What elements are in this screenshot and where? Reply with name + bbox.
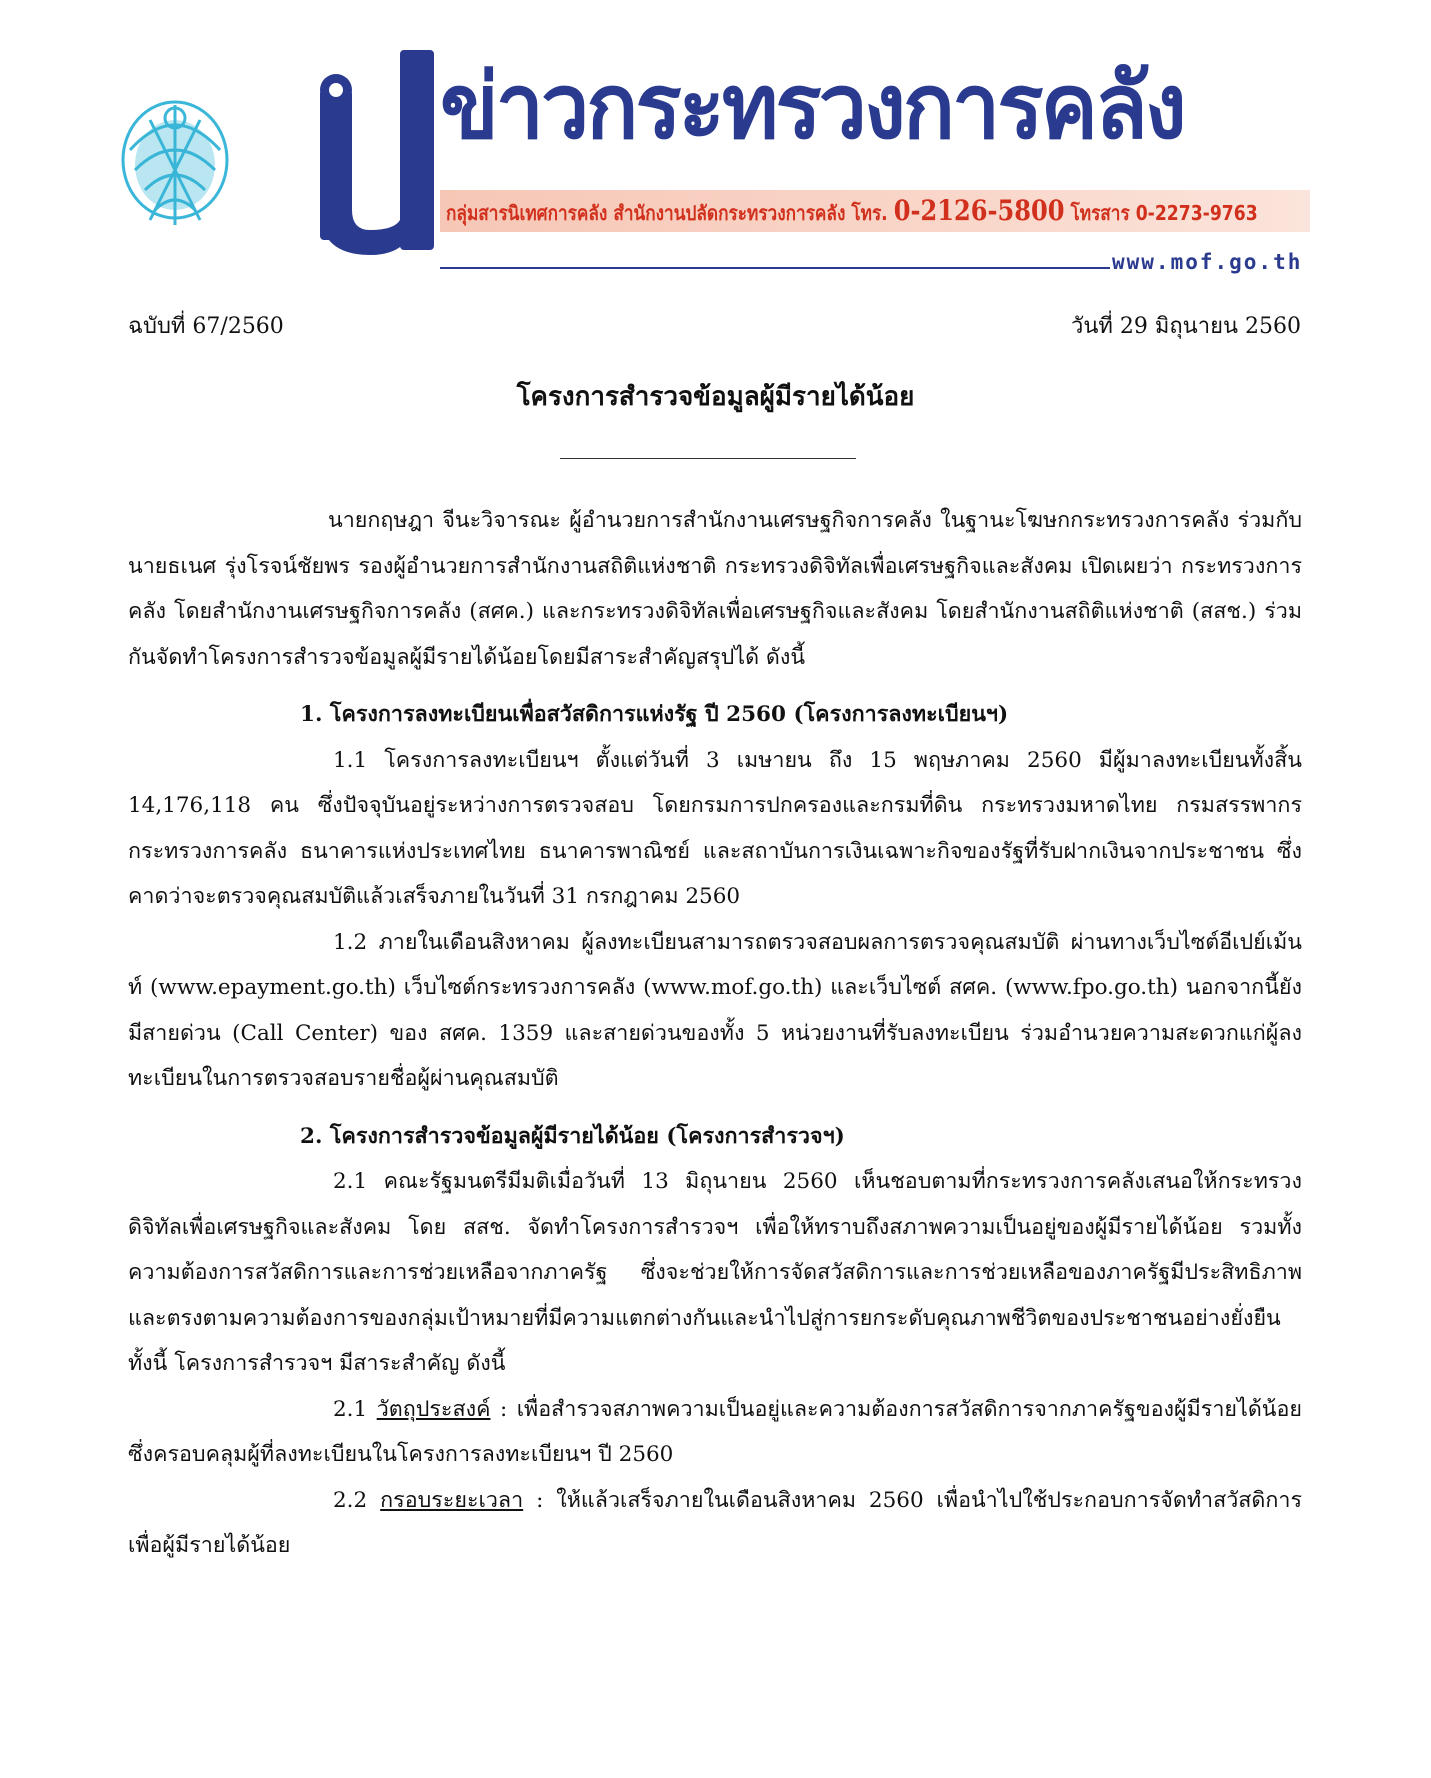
section2-heading: 2. โครงการสำรวจข้อมูลผู้มีรายได้น้อย (โครงการสำรวจฯ) (300, 1123, 845, 1149)
document-body (128, 498, 1302, 1569)
letterhead (0, 0, 1431, 290)
section1-paragraph-2: 1.2 ภายในเดือนสิงหาคม ผู้ลงทะเบียนสามารถตรวจสอบผลการตรวจคุณสมบัติ ผ่านทางเว็บไซต์อีเปย์เม้นท์ (www.epayment.go.th) เว็บไซต์กระทรวงการคลัง (www.mof.go.th) และเว็บไซต์ สศค. (www.fpo.go.th) นอกจากนี้ยังมีสายด่วน (Call Center) ของ สศค. 1359 และสายด่วนของทั้ง 5 หน่วยงานที่รับลงทะเบียน ร่วมอำนวยความสะดวกแก่ผู้ลงทะเบียนในการตรวจสอบรายชื่อผู้ผ่านคุณสมบัติ (128, 929, 1302, 1091)
logo-big-character-icon (290, 50, 450, 260)
section2-timeframe (128, 1478, 1302, 1569)
section2-paragraph-1: 2.1 คณะรัฐมนตรีมีมติเมื่อวันที่ 13 มิถุนายน 2560 เห็นชอบตามที่กระทรวงการคลังเสนอให้กระทรวงดิจิทัลเพื่อเศรษฐกิจและสังคม โดย สสช. จัดทำโครงการสำรวจฯ เพื่อให้ทราบถึงสภาพความเป็นอยู่ของผู้มีรายได้น้อย รวมทั้งความต้องการสวัสดิการและการช่วยเหลือจากภาครัฐ ซึ่งจะช่วยให้การจัดสวัสดิการและการช่วยเหลือของภาครัฐมีประสิทธิภาพและตรงตามความต้องการของกลุ่มเป้าหมายที่มีความแตกต่างกันและนำไปสู่การยกระดับคุณภาพชีวิตของประชาชนอย่างยั่งยืน ทั้งนี้ โครงการสำรวจฯ มีสาระสำคัญ ดังนี้ (128, 1169, 1302, 1376)
page-title: โครงการสำรวจข้อมูลผู้มีรายได้น้อย (516, 382, 915, 412)
contact-band (440, 190, 1310, 232)
objective-number: 2.1 (333, 1396, 368, 1422)
intro-paragraph: นายกฤษฎา จีนะวิจารณะ ผู้อำนวยการสำนักงานเศรษฐกิจการคลัง ในฐานะโฆษกกระทรวงการคลัง ร่วมกับนายธเนศ รุ่งโรจน์ชัยพร รองผู้อำนวยการสำนักงานสถิติแห่งชาติ กระทรวงดิจิทัลเพื่อเศรษฐกิจและสังคม เปิดเผยว่า กระทรวงการคลัง โดยสำนักงานเศรษฐกิจการคลัง (สศค.) และกระทรวงดิจิทัลเพื่อเศรษฐกิจและสังคม โดยสำนักงานสถิติแห่งชาติ (สสช.) ร่วมกันจัดทำโครงการสำรวจข้อมูลผู้มีรายได้น้อยโดยมีสาระสำคัญสรุปได้ ดังนี้ (128, 508, 1302, 670)
timeframe-label: กรอบระยะเวลา (380, 1487, 524, 1513)
section1-paragraph-1: 1.1 โครงการลงทะเบียนฯ ตั้งแต่วันที่ 3 เมษายน ถึง 15 พฤษภาคม 2560 มีผู้มาลงทะเบียนทั้งสิ้น 14,176,118 คน ซึ่งปัจจุบันอยู่ระหว่างการตรวจสอบ โดยกรมการปกครองและกรมที่ดิน กระทรวงมหาดไทย กรมสรรพากร กระทรวงการคลัง ธนาคารแห่งประเทศไทย ธนาคารพาณิชย์ และสถาบันการเงินเฉพาะกิจของรัฐที่รับฝากเงินจากประชาชน ซึ่งคาดว่าจะตรวจคุณสมบัติแล้วเสร็จภายในวันที่ 31 กรกฎาคม 2560 (128, 747, 1302, 909)
timeframe-number: 2.2 (333, 1487, 368, 1513)
phone-number: 0-2126-5800 (893, 193, 1065, 227)
objective-label: วัตถุประสงค์ (376, 1396, 491, 1422)
phone-label: โทร. (851, 200, 888, 225)
department-label: กลุ่มสารนิเทศการคลัง สำนักงานปลัดกระทรวงการคลัง (446, 200, 846, 225)
brand-title: ข่าวกระทรวงการคลัง (440, 54, 1184, 160)
section1-heading: 1. โครงการลงทะเบียนเพื่อสวัสดิการแห่งรัฐ ปี 2560 (โครงการลงทะเบียนฯ) (300, 702, 1009, 727)
fax-number: 0-2273-9763 (1135, 200, 1258, 225)
department-name (446, 194, 1258, 229)
header-rule (440, 267, 1110, 269)
issue-number: ฉบับที่ 67/2560 (128, 314, 284, 339)
timeframe-text: : ให้แล้วเสร็จภายในเดือนสิงหาคม 2560 เพื่อนำไปใช้ประกอบการจัดทำสวัสดิการเพื่อผู้มีรายได้น้อย (128, 1487, 1302, 1558)
issue-date: วันที่ 29 มิถุนายน 2560 (1070, 314, 1301, 339)
fax-label: โทรสาร (1070, 200, 1130, 225)
garuda-emblem-icon (100, 90, 250, 240)
website-link[interactable]: www.mof.go.th (1112, 250, 1303, 274)
title-divider (560, 458, 856, 459)
section2-objective (128, 1387, 1302, 1478)
objective-text: : เพื่อสำรวจสภาพความเป็นอยู่และความต้องการสวัสดิการจากภาครัฐของผู้มีรายได้น้อยซึ่งครอบคลุมผู้ที่ลงทะเบียนในโครงการลงทะเบียนฯ ปี 2560 (128, 1396, 1302, 1467)
